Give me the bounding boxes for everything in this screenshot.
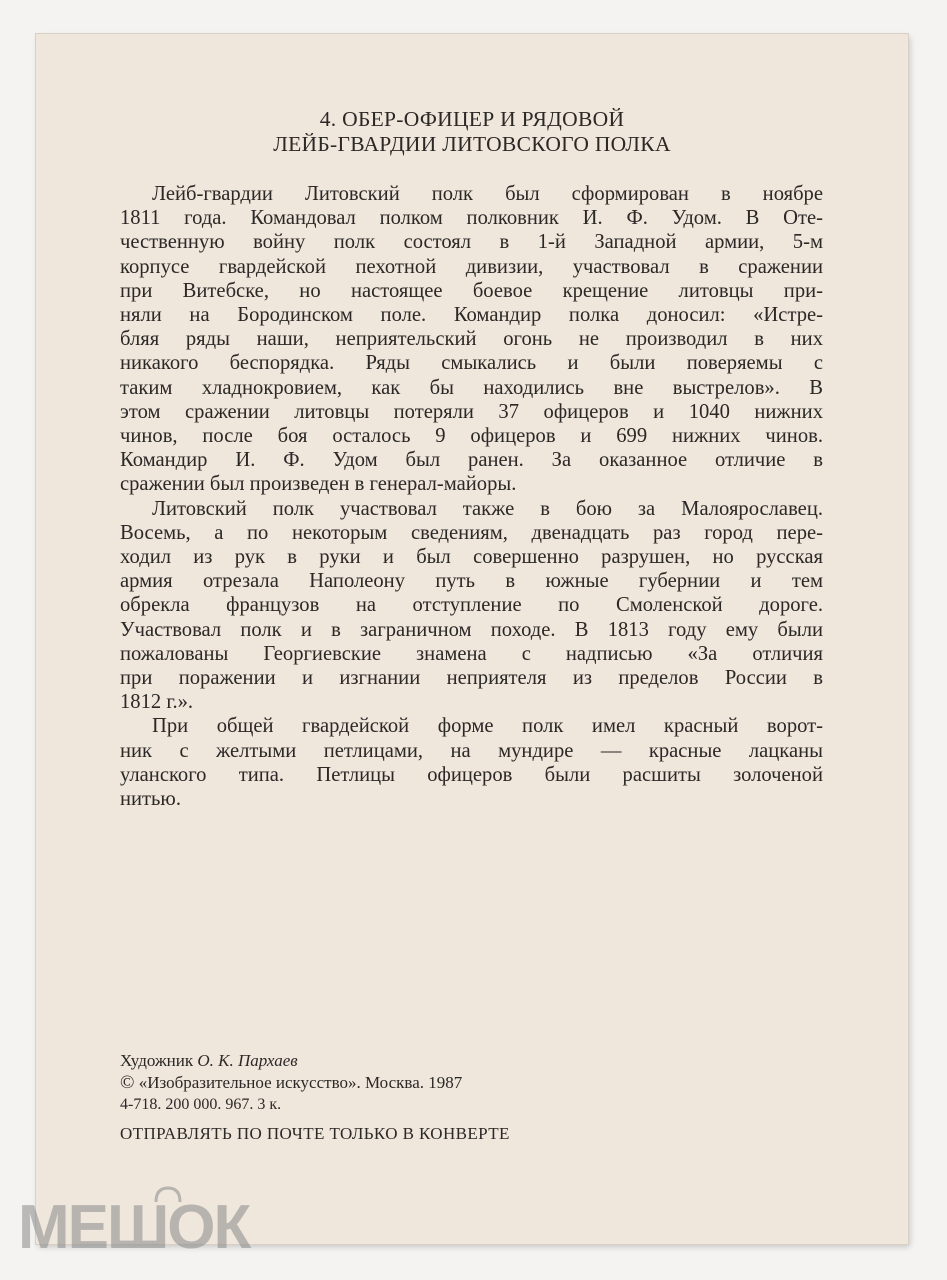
text-line: пожалованы Георгиевские знамена с надписью «За отличия (120, 642, 823, 665)
card-title (36, 107, 908, 157)
text-line: Командир И. Ф. Удом был ранен. За оказанное отличие в (120, 449, 823, 472)
publisher-credit (120, 1072, 462, 1094)
title-line-1: 4. ОБЕР-ОФИЦЕР И РЯДОВОЙ (319, 107, 625, 131)
postcard-back (36, 34, 908, 1244)
text-line: 1812 г.». (120, 691, 194, 714)
text-line: сражении был произведен в генерал-майоры. (120, 473, 517, 496)
text-line: ник с желтыми петлицами, на мундире — красные лацканы (120, 739, 823, 762)
text-line: 1811 года. Командовал полком полковник И. Ф. Удом. В Оте- (120, 207, 823, 230)
text-line: Восемь, а по некоторым сведениям, двенадцать раз город пере- (120, 521, 823, 544)
text-line: этом сражении литовцы потеряли 37 офицеров и 1040 нижних (120, 400, 823, 423)
text-line: няли на Бородинском поле. Командир полка доносил: «Истре- (120, 304, 823, 327)
watermark-logo (18, 1180, 308, 1260)
text-line: При общей гвардейской форме полк имел красный ворот- (152, 715, 823, 738)
text-line: ходил из рук в руки и был совершенно разрушен, но русская (120, 546, 823, 569)
text-line: Лейб-гвардии Литовский полк был сформирован в ноябре (152, 183, 823, 205)
imprint-block (120, 1050, 462, 1116)
paragraph-3 (120, 714, 823, 811)
text-line: обрекла французов на отступление по Смоленской дороге. (120, 594, 823, 617)
text-line: армия отрезала Наполеону путь в южные губернии и тем (120, 570, 823, 593)
text-line: уланского типа. Петлицы офицеров были расшиты золоченой (120, 763, 823, 786)
watermark-text: МЕШОК (18, 1193, 250, 1260)
mail-instruction: ОТПРАВЛЯТЬ ПО ПОЧТЕ ТОЛЬКО В КОНВЕРТЕ (120, 1124, 510, 1143)
publisher-name: «Изобразительное искусство». Москва. 1987 (138, 1073, 463, 1092)
text-line: Участвовал полк и в заграничном походе. В 1813 году ему были (120, 618, 823, 641)
text-line: корпусе гвардейской пехотной дивизии, участвовал в сражении (120, 255, 823, 278)
artist-label: Художник (120, 1051, 194, 1070)
text-line: никакого беспорядка. Ряды смыкались и были поверяемы с (120, 352, 823, 375)
title-line-2: ЛЕЙБ-ГВАРДИИ ЛИТОВСКОГО ПОЛКА (273, 132, 671, 156)
text-line: при Витебске, но настоящее боевое крещение литовцы при- (120, 279, 823, 302)
paragraph-2 (120, 497, 823, 715)
paragraph-1 (120, 182, 823, 497)
body-text (120, 182, 823, 811)
text-line: нитью. (120, 788, 181, 811)
text-line: при поражении и изгнании неприятеля из пределов России в (120, 667, 823, 690)
artist-name: О. К. Пархаев (197, 1051, 298, 1070)
copyright-icon: © (120, 1072, 135, 1093)
print-code: 4-718. 200 000. 967. 3 к. (120, 1096, 282, 1113)
text-line: таким хладнокровием, как бы находились вне выстрелов». В (120, 376, 823, 399)
artist-credit (120, 1050, 462, 1072)
text-line: чинов, после боя осталось 9 офицеров и 699 нижних чинов. (120, 425, 823, 448)
text-line: чественную войну полк состоял в 1-й Западной армии, 5-м (120, 231, 823, 254)
text-line: Литовский полк участвовал также в бою за Малоярославец. (152, 497, 823, 520)
text-line: бляя ряды наши, неприятельский огонь не производил в них (120, 328, 823, 351)
